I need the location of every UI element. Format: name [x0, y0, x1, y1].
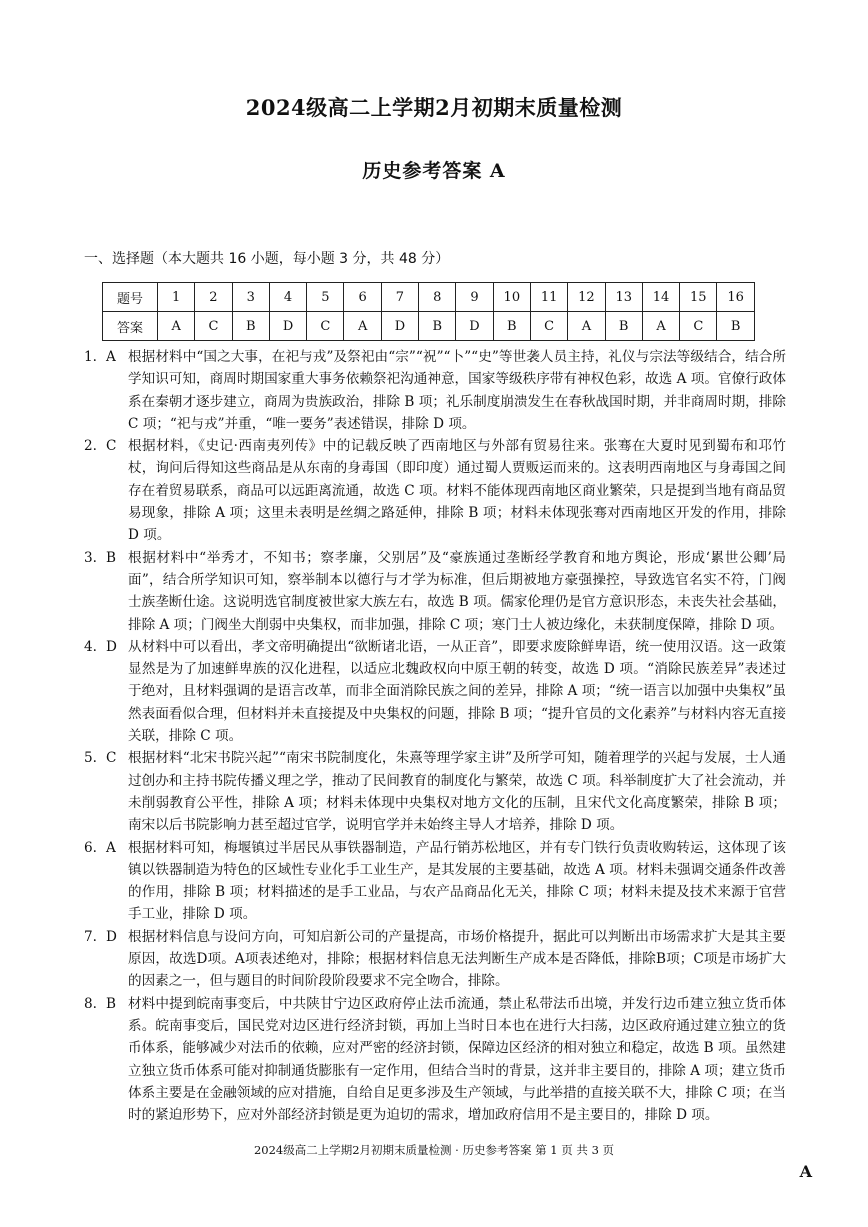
question-number-cell: 11 — [530, 283, 567, 312]
answer-cell: A — [568, 312, 605, 341]
answer-cell: A — [158, 312, 195, 341]
item-explanation: 材料中提到皖南事变后，中共陕甘宁边区政府停止法币流通，禁止私带法币出境，并发行边币建立独立货币体系。皖南事变后，国民党对边区进行经济封锁，再加上当时日本也在进行大扫荡，边区政府通过建立独立的货币体系，能够减少对法币的依赖，应对严密的经济封锁，保障边区经济的相对独立和稳定，故选 B 项。虽然建立独立货币体系可能对抑制通货膨胀有一定作用，但结合当时的背景，这并非主要目的，排除 A 项；建立货币体系主要是在金融领域的应对措施，自给自足更多涉及生产领域，与此举措的直接关联不大，排除 C 项；在当时的紧迫形势下，应对外部经济封锁是更为迫切的需求，增加政府信用不是主要目的，排除 D 项。 — [128, 995, 786, 1124]
question-number-cell: 12 — [568, 283, 605, 312]
item-explanation: 从材料中可以看出，孝文帝明确提出“欲断诸北语，一从正音”，即要求废除鲜卑语，统一使用汉语。这一政策显然是为了加速鲜卑族的汉化进程，以适应北魏政权向中原王朝的转变，故选 D 项。“消除民族差异”表述过于绝对，且材料强调的是语言改革，而非全面消除民族之间的差异，排除 A 项；“统一语言以加强中央集权”虽然表面看似合理，但材料并未直接提及中央集权的问题，排除 B 项；“提升官员的文化素养”与材料内容无直接关联，排除 C 项。 — [128, 638, 786, 745]
answer-cell: D — [381, 312, 418, 341]
item-explanation: 根据材料信息与设问方向，可知启新公司的产量提高，市场价格提升，据此可以判断出市场需求扩大是其主要原因，故选D项。A项表述绝对，排除；根据材料信息无法判断生产成本是否降低，排除B项；C项是市场扩大的因素之一，但与题目的时间阶段阶段要求不完全吻合，排除。 — [128, 928, 786, 990]
question-number-cell: 6 — [344, 283, 381, 312]
item-answer: D — [106, 928, 117, 945]
question-number-cell: 4 — [269, 283, 306, 312]
question-number-cell: 5 — [307, 283, 344, 312]
answer-table — [102, 282, 755, 341]
item-answer: B — [106, 549, 116, 566]
item-explanation: 根据材料“北宋书院兴起”“南宋书院制度化，朱熹等理学家主讲”及所学可知，随着理学的兴起与发展，士人通过创办和主持书院传播义理之学，推动了民间教育的制度化与繁荣，故选 C 项。科举制度扩大了社会流动，并未削弱教育公平性，排除 A 项；材料未体现中央集权对地方文化的压制，且宋代文化高度繁荣，排除 B 项；南宋以后书院影响力甚至超过官学，说明官学并未始终主导人才培养，排除 D 项。 — [128, 750, 786, 834]
item-explanation: 根据材料中“举秀才，不知书；察孝廉，父别居”及“豪族通过垄断经学教育和地方舆论，形成‘累世公卿’局面”，结合所学知识可知，察举制本以德行与才学为标准，但后期被地方豪强操控，导致选官名实不符，门阀士族垄断仕途。这说明选官制度被世家大族左右，故选 B 项。儒家伦理仍是官方意识形态，未丧失社会基础，排除 A 项；门阀坐大削弱中央集权，而非加强，排除 C 项；寒门士人被边缘化，未获制度保障，排除 D 项。 — [128, 549, 786, 633]
answer-cell: C — [680, 312, 717, 341]
answer-cell: B — [493, 312, 530, 341]
item-number: 7. — [84, 928, 97, 945]
item-number: 8. — [84, 995, 97, 1012]
item-explanation: 根据材料中“国之大事，在祀与戎”及祭祀由“宗”“祝”“卜”“史”等世袭人员主持，礼仪与宗法等级结合，结合所学知识可知，商周时期国家重大事务依赖祭祀沟通神意，国家等级秩序带有神权色彩，故选 A 项。官僚行政体系在秦朝才逐步建立，商周为贵族政治，排除 B 项；礼乐制度崩溃发生在春秋战国时期，并非商周时期，排除 C 项；“祀与戎”并重，“唯一要务”表述错误，排除 D 项。 — [128, 349, 786, 432]
answer-cell: D — [269, 312, 306, 341]
item-number: 4. — [84, 638, 97, 655]
answer-cell: C — [530, 312, 567, 341]
explanation-list — [84, 346, 786, 1126]
question-number-cell: 2 — [195, 283, 232, 312]
item-explanation: 根据材料可知，梅堰镇过半居民从事铁器制造，产品行销苏松地区，并有专门铁行负责收购转运，这体现了该镇以铁器制造为特色的区域性专业化手工业生产，是其发展的主要基础，故选 A 项。材料未强调交通条件改善的作用，排除 B 项；材料描述的是手工业品，与农产品商品化无关，排除 C 项；材料未提及技术来源于官营手工业，排除 D 项。 — [128, 839, 786, 923]
explanation-item — [84, 547, 786, 636]
explanation-item — [84, 993, 786, 1127]
question-number-cell: 1 — [158, 283, 195, 312]
section-heading: 一、选择题（本大题共 16 小题，每小题 3 分，共 48 分） — [84, 251, 450, 267]
answer-table-answer-header: 答案 — [103, 312, 158, 341]
item-number: 6. — [84, 839, 97, 856]
answer-cell: B — [232, 312, 269, 341]
question-number-cell: 7 — [381, 283, 418, 312]
explanation-item — [84, 837, 786, 926]
item-explanation: 根据材料，《史记·西南夷列传》中的记载反映了西南地区与外部有贸易往来。张骞在大夏时见到蜀布和邛竹杖，询问后得知这些商品是从东南的身毒国（即印度）通过蜀人贾贩运而来的。这表明西南地区与身毒国之间存在着贸易联系，商品可以远距离流通，故选 C 项。材料不能体现西南地区商业繁荣，只是提到当地有商品贸易现象，排除 A 项；这里未表明是丝绸之路延伸，排除 B 项；材料未体现张骞对西南地区开发的作用，排除 D 项。 — [128, 438, 786, 544]
item-answer: C — [106, 750, 117, 767]
explanation-item — [84, 636, 786, 747]
answer-cell: A — [344, 312, 381, 341]
question-number-cell: 3 — [232, 283, 269, 312]
answer-table-number-row — [103, 283, 755, 312]
answer-cell: D — [456, 312, 493, 341]
answer-table-answer-row — [103, 312, 755, 341]
answer-table-number-header: 题号 — [103, 283, 158, 312]
item-number: 5. — [84, 750, 97, 767]
answer-cell: C — [195, 312, 232, 341]
question-number-cell: 13 — [605, 283, 642, 312]
question-number-cell: 16 — [717, 283, 754, 312]
answer-cell: B — [419, 312, 456, 341]
item-answer: C — [106, 438, 117, 455]
answer-cell: A — [642, 312, 679, 341]
document-subtitle: 历史参考答案 A — [362, 160, 506, 182]
item-answer: D — [106, 638, 117, 655]
item-answer: A — [106, 839, 116, 856]
explanation-item — [84, 926, 786, 993]
answer-cell: C — [307, 312, 344, 341]
item-answer: A — [106, 349, 116, 365]
answer-cell: B — [605, 312, 642, 341]
version-mark: A — [799, 1162, 812, 1181]
question-number-cell: 15 — [680, 283, 717, 312]
document-title: 2024级高二上学期2月初期末质量检测 — [245, 95, 623, 120]
question-number-cell: 10 — [493, 283, 530, 312]
answer-cell: B — [717, 312, 754, 341]
page-footer: 2024级高二上学期2月初期末质量检测 · 历史参考答案 第 1 页 共 3 页 — [253, 1143, 615, 1157]
item-number: 3. — [84, 549, 97, 566]
explanation-item — [84, 346, 786, 435]
question-number-cell: 8 — [419, 283, 456, 312]
question-number-cell: 14 — [642, 283, 679, 312]
item-number: 1. — [84, 349, 97, 365]
explanation-item — [84, 435, 786, 546]
item-number: 2. — [84, 438, 97, 455]
question-number-cell: 9 — [456, 283, 493, 312]
explanation-item — [84, 747, 786, 836]
item-answer: B — [106, 995, 116, 1012]
